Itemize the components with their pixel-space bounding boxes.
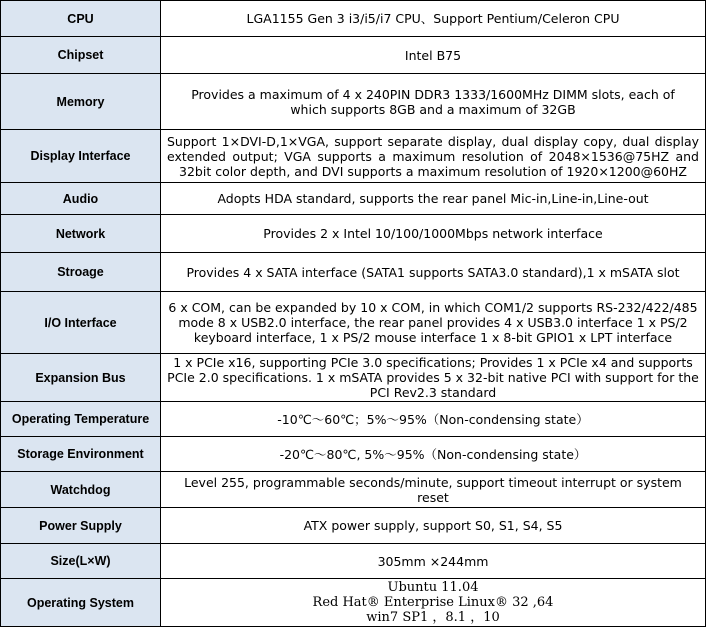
- spec-row-cpu: [1, 1, 706, 37]
- spec-label: Audio: [1, 183, 161, 215]
- spec-value: Provides a maximum of 4 x 240PIN DDR3 1333/1600MHz DIMM slots, each of which supports 8GB and a maximum of 32GB: [161, 74, 706, 130]
- spec-row-watchdog: [1, 472, 706, 508]
- spec-row-network: [1, 215, 706, 253]
- spec-value: -20℃～80℃, 5%～95%（Non-condensing state）: [161, 437, 706, 472]
- spec-value: Support 1×DVI-D,1×VGA, support separate display, dual display copy, dual display extended output; VGA supports a maximum resolution of 2048×1536@75HZ and 32bit color depth, and DVI supports a maximum resolution of 1920×1200@60HZ: [161, 130, 706, 183]
- spec-label: Storage Environment: [1, 437, 161, 472]
- spec-label: Operating System: [1, 579, 161, 627]
- spec-label: Memory: [1, 74, 161, 130]
- spec-row-operating-temperature: [1, 402, 706, 437]
- spec-row-storage: [1, 253, 706, 292]
- spec-value: Provides 4 x SATA interface (SATA1 supports SATA3.0 standard),1 x mSATA slot: [161, 253, 706, 292]
- spec-row-size: [1, 544, 706, 579]
- spec-row-audio: [1, 183, 706, 215]
- spec-value: Intel B75: [161, 37, 706, 74]
- spec-row-expansion-bus: [1, 354, 706, 402]
- spec-row-io-interface: [1, 292, 706, 354]
- spec-value: LGA1155 Gen 3 i3/i5/i7 CPU、Support Pentium/Celeron CPU: [161, 1, 706, 37]
- spec-row-display-interface: [1, 130, 706, 183]
- spec-value: Adopts HDA standard, supports the rear panel Mic-in,Line-in,Line-out: [161, 183, 706, 215]
- spec-value: Ubuntu 11.04 Red Hat® Enterprise Linux® 32 ,64 win7 SP1 ，8.1 ，10: [161, 579, 706, 627]
- spec-row-operating-system: [1, 579, 706, 627]
- spec-value: -10℃～60℃；5%～95%（Non-condensing state）: [161, 402, 706, 437]
- spec-label: CPU: [1, 1, 161, 37]
- spec-label: Size(L×W): [1, 544, 161, 579]
- spec-label: Watchdog: [1, 472, 161, 508]
- spec-value: ATX power supply, support S0, S1, S4, S5: [161, 508, 706, 544]
- spec-row-storage-environment: [1, 437, 706, 472]
- spec-label: Expansion Bus: [1, 354, 161, 402]
- spec-value: Provides 2 x Intel 10/100/1000Mbps network interface: [161, 215, 706, 253]
- spec-label: Display Interface: [1, 130, 161, 183]
- spec-label: Power Supply: [1, 508, 161, 544]
- spec-row-power-supply: [1, 508, 706, 544]
- spec-value: 6 x COM, can be expanded by 10 x COM, in which COM1/2 supports RS-232/422/485 mode 8 x USB2.0 interface, the rear panel provides 4 x USB3.0 interface 1 x PS/2 keyboard interface, 1 x PS/2 mouse interface 1 x 8-bit GPIO1 x LPT interface: [161, 292, 706, 354]
- spec-label: Stroage: [1, 253, 161, 292]
- spec-label: Network: [1, 215, 161, 253]
- spec-row-chipset: [1, 37, 706, 74]
- spec-value: 1 x PCIe x16, supporting PCIe 3.0 specifications; Provides 1 x PCIe x4 and supports PCIe 2.0 specifications. 1 x mSATA provides 5 x 32-bit native PCI with support for the PCI Rev2.3 standard: [161, 354, 706, 402]
- spec-label: I/O Interface: [1, 292, 161, 354]
- spec-value: Level 255, programmable seconds/minute, support timeout interrupt or system reset: [161, 472, 706, 508]
- spec-label: Chipset: [1, 37, 161, 74]
- spec-value: 305mm ×244mm: [161, 544, 706, 579]
- spec-label: Operating Temperature: [1, 402, 161, 437]
- spec-row-memory: [1, 74, 706, 130]
